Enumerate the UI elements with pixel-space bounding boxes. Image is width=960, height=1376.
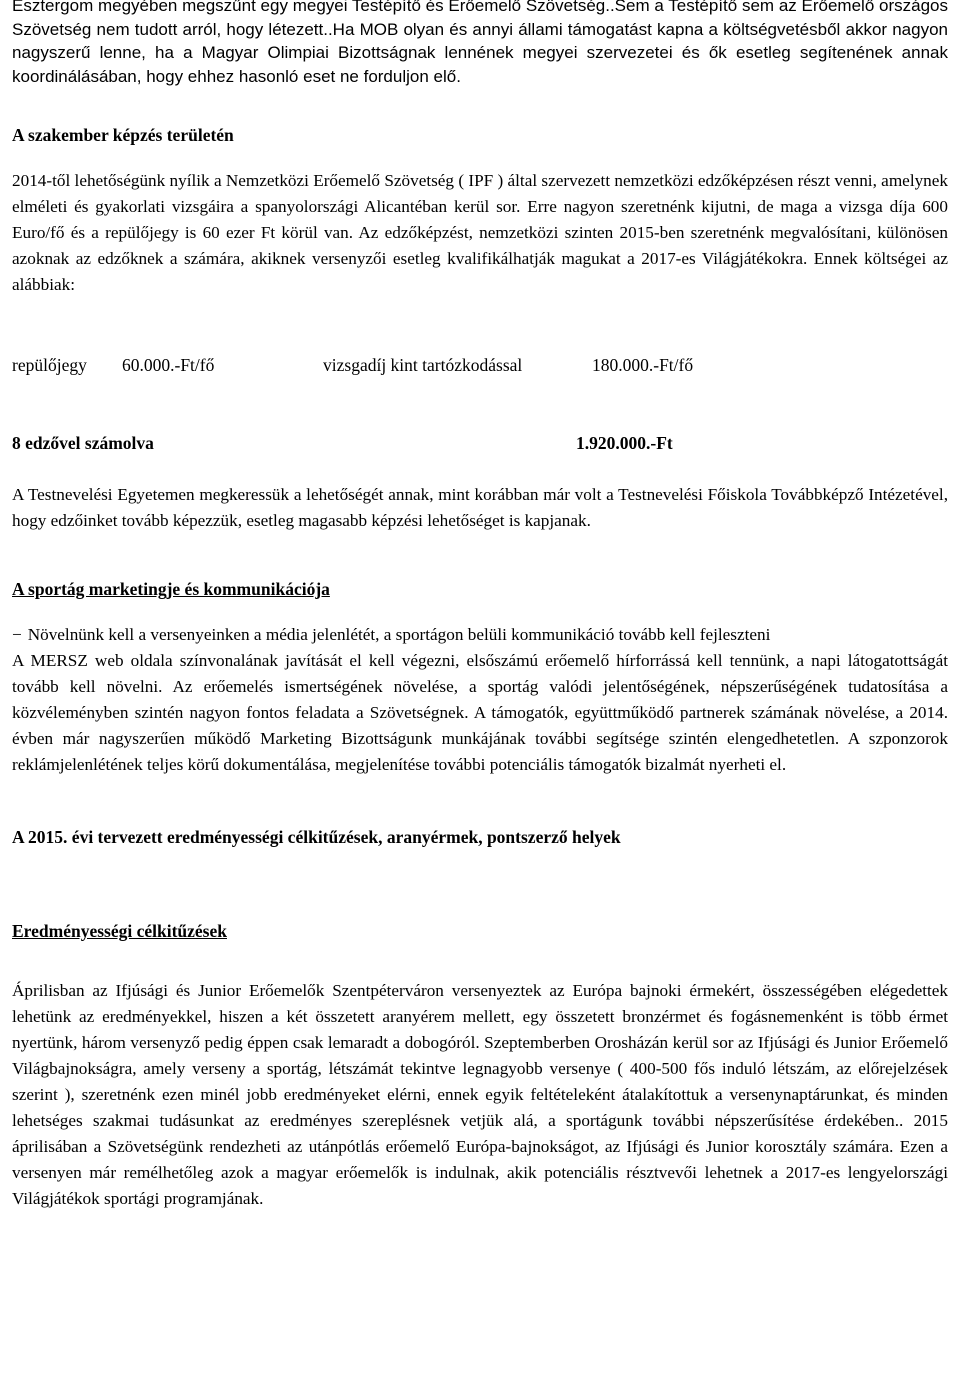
- marketing-paragraph: A MERSZ web oldala színvonalának javítását el kell végezni, elsőszámú erőemelő hírforrássá kell tennünk, a napi látogatottságát tovább kell növelni. Az erőemelés ismertségének növelése, a sportág valódi jelentőségének, népszerűségének tudatosítása a közvéleményben szintén nagyon fontos feladata a Szövetségnek. A támogatók, együttműködő partnerek számának növelése, a 2014. évben már nagyszerűen működő Marketing Bizottságunk munkájának további segítsége szintén elengedhetetlen. A szponzorok reklámjelenlétének teljes körű dokumentálása, megjelenítése további potenciális támogatók bizalmát nyerheti el.: [12, 651, 948, 774]
- training-paragraph: 2014-től lehetőségünk nyílik a Nemzetközi Erőemelő Szövetség ( IPF ) által szervezett nemzetközi edzőképzésen részt venni, amelynek elméleti és gyakorlati vizsgáira a spanyolországi Alicantéban kerül sor. Erre nagyon szeretnénk kijutni, de maga a vizsga díja 600 Euro/fő és a repülőjegy is 60 ezer Ft körül van. Az edzőképzést, nemzetközi szinten 2015-ben szeretnénk megvalósítani, különösen azoknak az edzőknek a számára, akiknek versenyzői esetleg kvalifikálhatják magukat a 2017-es Világjátékokra. Ennek költségei az alábbiak:: [12, 171, 948, 294]
- goals-paragraph: Áprilisban az Ifjúsági és Junior Erőemelők Szentpéterváron versenyeztek az Európa bajnoki érmekért, összességében elégedettek lehetünk az eredményekkel, hiszen a két összetett aranyérem mellett, egy összetett bronzérmet és fogásnemenként is több érmet nyertünk, három versenyző pedig éppen csak lemaradt a dobogóról. Szeptemberben Orosházán kerül sor az Ifjúsági és Junior Erőemelő Világbajnokságra, amely verseny a sportág, létszámát tekintve legnagyobb versenye ( 400-500 fős induló létszám, az előrejelzések szerint ), szeretnénk ezen minél jobb eredményeket elérni, ennek egyik feltételeként átalakítottuk a versenynaptárunkat, és minden lehetséges szakmai tudásunkat az eredményes szereplésnek vetjük alá, a sportágunk további népszerűsítése érdekében.. 2015 áprilisában a Szövetségünk rendezheti az utánpótlás erőemelő Európa-bajnokságot, az Ifjúsági és Junior korosztály számára. Ezen a versenyen már remélhetőleg azok a magyar erőemelők is indulnak, akik potenciális résztvevői lehetnek a 2017-es lengyelországi Világjátékok sportági programjának.: [12, 981, 948, 1208]
- document-page: [12, 0, 948, 1212]
- exam-value: 180.000.-Ft/fő: [592, 355, 694, 375]
- cost-line: [12, 352, 948, 378]
- exam-label: vizsgadíj kint tartózkodással: [323, 355, 523, 375]
- training-heading: A szakember képzés területén: [12, 125, 234, 145]
- marketing-first-line: [12, 622, 948, 648]
- flight-label: repülőjegy: [12, 355, 87, 375]
- summary-value: 1.920.000.-Ft: [576, 433, 673, 453]
- goals-heading: A 2015. évi tervezett eredményességi célkitűzések, aranyérmek, pontszerző helyek: [12, 827, 621, 847]
- marketing-first-line-text: Növelnünk kell a versenyeinken a média jelenlétét, a sportágon belüli kommunikáció tovább kell fejleszteni: [27, 625, 771, 644]
- summary-label: 8 edzővel számolva: [12, 433, 154, 453]
- dash-bullet: −: [12, 625, 22, 644]
- intro-paragraph: Esztergom megyében megszűnt egy megyei Testépítő és Erőemelő Szövetség.​.Sem a Testépítő sem az Erőemelő országos Szövetség nem tudott arról, hogy létezett.​.Ha MOB olyan és annyi állami támogatást kapna a költségvetésből akkor nagyon nagyszerű lenne, ha a Magyar Olimpiai Bizottságnak lennének megyei szervezetei és ők esetleg segítenének annak koordinálásában, hogy ehhez hasonló eset ne forduljon elő.: [12, 0, 948, 86]
- flight-value: 60.000.-Ft/fő: [122, 355, 215, 375]
- goals-subheading: Eredményességi célkitűzések: [12, 921, 227, 941]
- summary-line: [12, 430, 948, 456]
- university-paragraph: A Testnevelési Egyetemen megkeressük a lehetőségét annak, mint korábban már volt a Testnevelési Főiskola Továbbképző Intézetével, hogy edzőinket tovább képezzük, esetleg magasabb képzési lehetőséget is kapjanak.: [12, 485, 948, 530]
- marketing-heading: A sportág marketingje és kommunikációja: [12, 579, 330, 599]
